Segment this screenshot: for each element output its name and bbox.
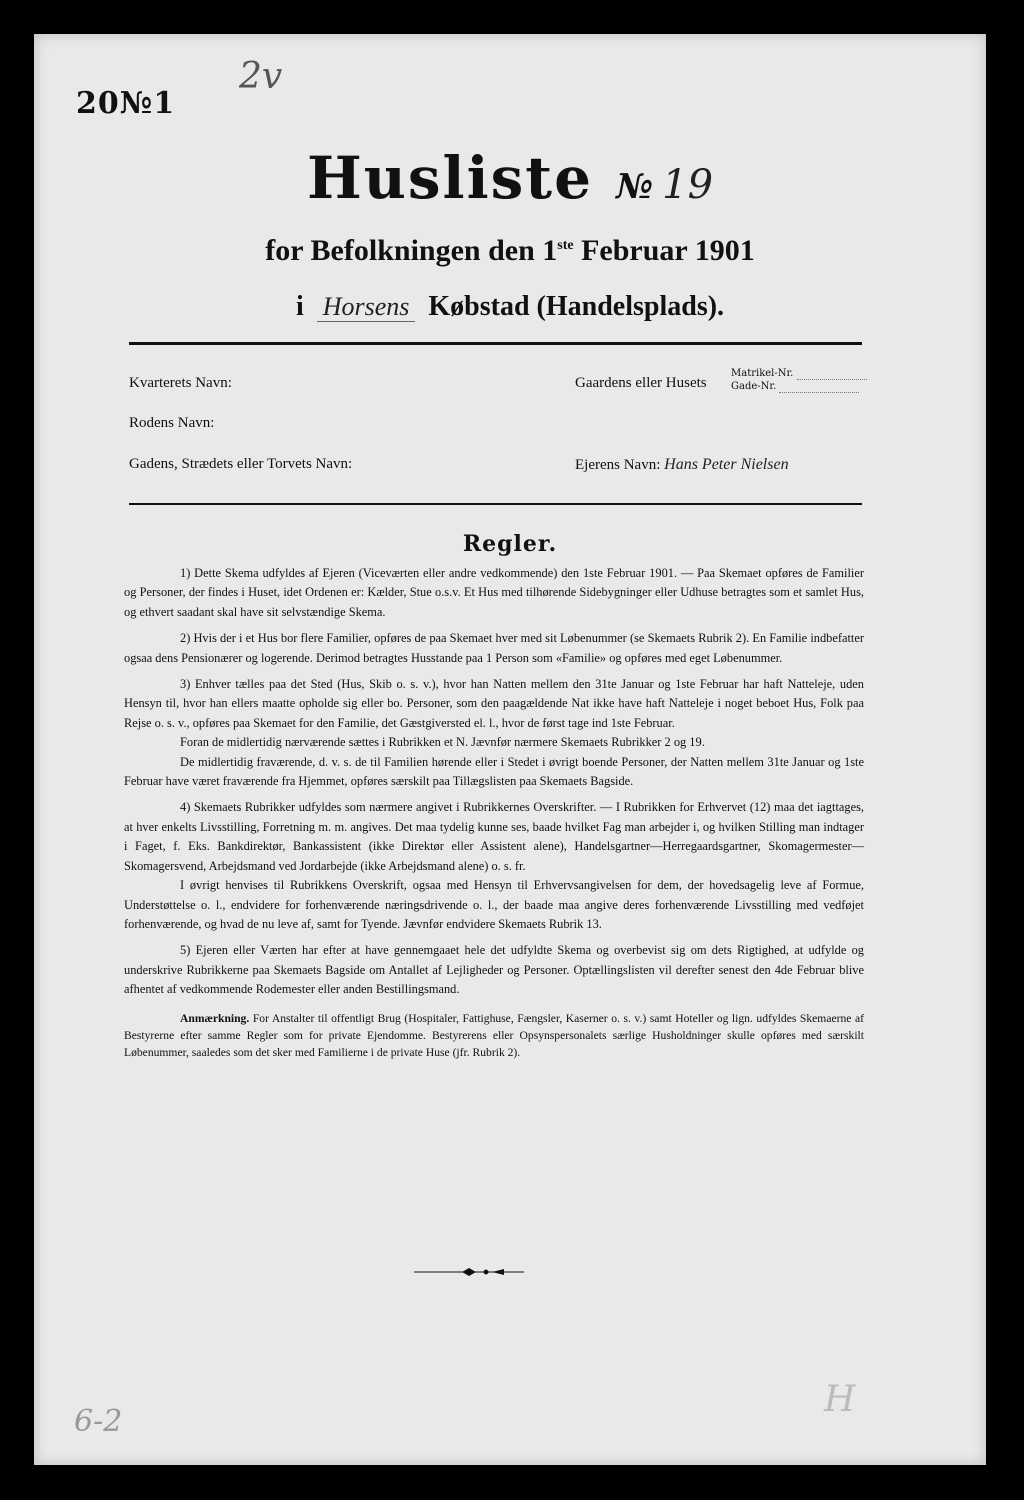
matrikel-label: Matrikel-Nr.: [731, 368, 794, 379]
place-prefix: i: [295, 291, 304, 322]
note-label: Anmærkning.: [180, 1011, 250, 1025]
ornament-divider: [414, 1266, 524, 1278]
subtitle-text: for Befolkningen den 1: [265, 234, 558, 267]
pencil-mark-bottom-left: 6-2: [74, 1404, 123, 1439]
annotation-note: [124, 1010, 864, 1061]
subtitle-place: [34, 291, 986, 323]
rule-2: 2) Hvis der i et Hus bor flere Familier, opføres de paa Skemaet hver med sit Løbenummer (se Skemaets Rubrik 2). En Familie indbefatter ogsaa dens Pensionærer og logerende. Derimod betragtes Husstande paa 1 Person som «Familie» og opføres med eget Løbenummer.: [124, 631, 864, 665]
field-ejer: [575, 456, 789, 474]
handwritten-list-number: 19: [662, 162, 714, 208]
census-form-sheet: [34, 34, 986, 1465]
note-text: For Anstalter til offentligt Brug (Hospitaler, Fattighuse, Fængsler, Kaserner o. s. v.) samt Hoteller og lign. udfyldes Skemaerne af Bestyrerne efter samme Regler som for private Ejendomme. Bestyrerens eller Opsynspersonalets særlige Husholdninger skulle opføres med særskilt Løbenummer, saaledes som det sker med Familierne i de private Huse (jfr. Rubrik 2).: [124, 1011, 864, 1059]
top-rule: [129, 342, 862, 345]
matrikel-gade-brace: [731, 367, 867, 393]
subtitle-end: Februar 1901: [573, 234, 755, 267]
rule-5: 5) Ejeren eller Værten har efter at have gennemgaaet hele det udfyldte Skema og overbevist sig om dets Rigtighed, at udfylde og underskrive Rubrikkerne paa Skemaets Bagside om Antallet af Lejligheder og Personer. Optællingslisten vil derefter senest den 4de Februar blive afhentet af vedkommende Rodemester eller anden Bestillingsmand.: [124, 943, 864, 997]
field-gade: Gadens, Strædets eller Torvets Navn:: [129, 456, 353, 472]
rule-3: 3) Enhver tælles paa det Sted (Hus, Skib o. s. v.), hvor han Natten mellem den 31te Januar og 1ste Februar har haft Natteleje, uden Hensyn til, hvor han ellers maatte opholde sig eller bo. Personer, som den paagældende Nat ikke have haft Natteleje i noget beboet Hus, Folk paa Rejse o. s. v., opføres paa Skemaet for den Familie, det Gæstgiversted el. l., hvor de først tage ind 1ste Februar.: [124, 677, 864, 730]
handwritten-owner-name: Hans Peter Nielsen: [664, 456, 789, 473]
number-label: №: [616, 167, 654, 207]
gade-nr-line: [779, 392, 859, 393]
ejer-label: Ejerens Navn:: [575, 457, 661, 473]
rule-4-continued: I øvrigt henvises til Rubrikkens Overskrift, ogsaa med Hensyn til Erhvervsangivelsen for dem, der hovedsagelig leve af Formue, Understøttelse o. l., endvidere for forhenværende næringsdrivende o. l., der baade maa angive deres forhenværende Livsstilling med vedføjet forhenværende, og hvad de nu leve af, samt for Tyende. Jævnfør endvidere Skemaets Rubrik 13.: [124, 878, 864, 931]
field-rode: Rodens Navn:: [129, 415, 215, 431]
bottom-rule: [129, 503, 862, 505]
rules-heading: Regler.: [462, 531, 558, 557]
subtitle-sup: ste: [557, 238, 574, 253]
rule-3-fravaerende: De midlertidig fraværende, d. v. s. de til Familien hørende eller i Stedet i øvrigt boende Personer, der Natten mellem 31te Januar og 1ste Februar have været fraværende fra Hjemmet, opføres særskilt paa Tillægslisten paa Skemaets Bagside.: [124, 754, 864, 789]
rule-4: 4) Skemaets Rubrikker udfyldes som nærmere angivet i Rubrikkernes Overskrifter. — I Rubrikken for Erhvervet (12) maa det iagttages, at hver enkelts Livsstilling, Forretning m. m. angives. Det maa tydelig kunne ses, baade hvilket Fag man arbejder i, og hvilken Stilling man indtager i Faget, f. Eks. Bankdirektør, Bankassistent (ikke Direktør eller Assistent alene), Handelsgartner—Herregaardsgartner, Skomagermester—Skomagersvend, Arbejdsmand ved Jordarbejde (ikke Arbejdsmand alene) o. s. fr.: [124, 800, 864, 873]
subtitle-date: [34, 234, 986, 268]
rules-body: [124, 564, 864, 1068]
title-husliste: Husliste: [306, 144, 593, 212]
field-gaard: Gaardens eller Husets: [575, 375, 707, 391]
rule-3-foran: Foran de midlertidig nærværende sættes i Rubrikken et N. Jævnfør nærmere Skemaets Rubrikker 2 og 19.: [180, 735, 705, 750]
pencil-mark-bottom-right: H: [824, 1379, 856, 1420]
place-type: Købstad: [428, 291, 530, 322]
place-suffix: (Handelsplads).: [536, 291, 725, 322]
form-serial-number: 20№1: [76, 86, 176, 121]
gade-nr-label: Gade-Nr.: [731, 381, 777, 392]
field-kvarter: Kvarterets Navn:: [129, 375, 232, 391]
rule-1: 1) Dette Skema udfyldes af Ejeren (Viceværten eller andre vedkommende) den 1ste Februar 1901. — Paa Skemaet opføres de Familier og Personer, der findes i Huset, idet Ordenen er: Kælder, Stue o.s.v. Et Hus med tilhørende Sidebygninger eller Udhuse betragtes som et samlet Hus, og ethvert saadant skal have sit selvstændige Skema.: [124, 566, 864, 619]
form-title: [34, 144, 986, 212]
handwritten-town: Horsens: [317, 292, 416, 322]
handwritten-corner-mark: 2v: [239, 56, 283, 97]
